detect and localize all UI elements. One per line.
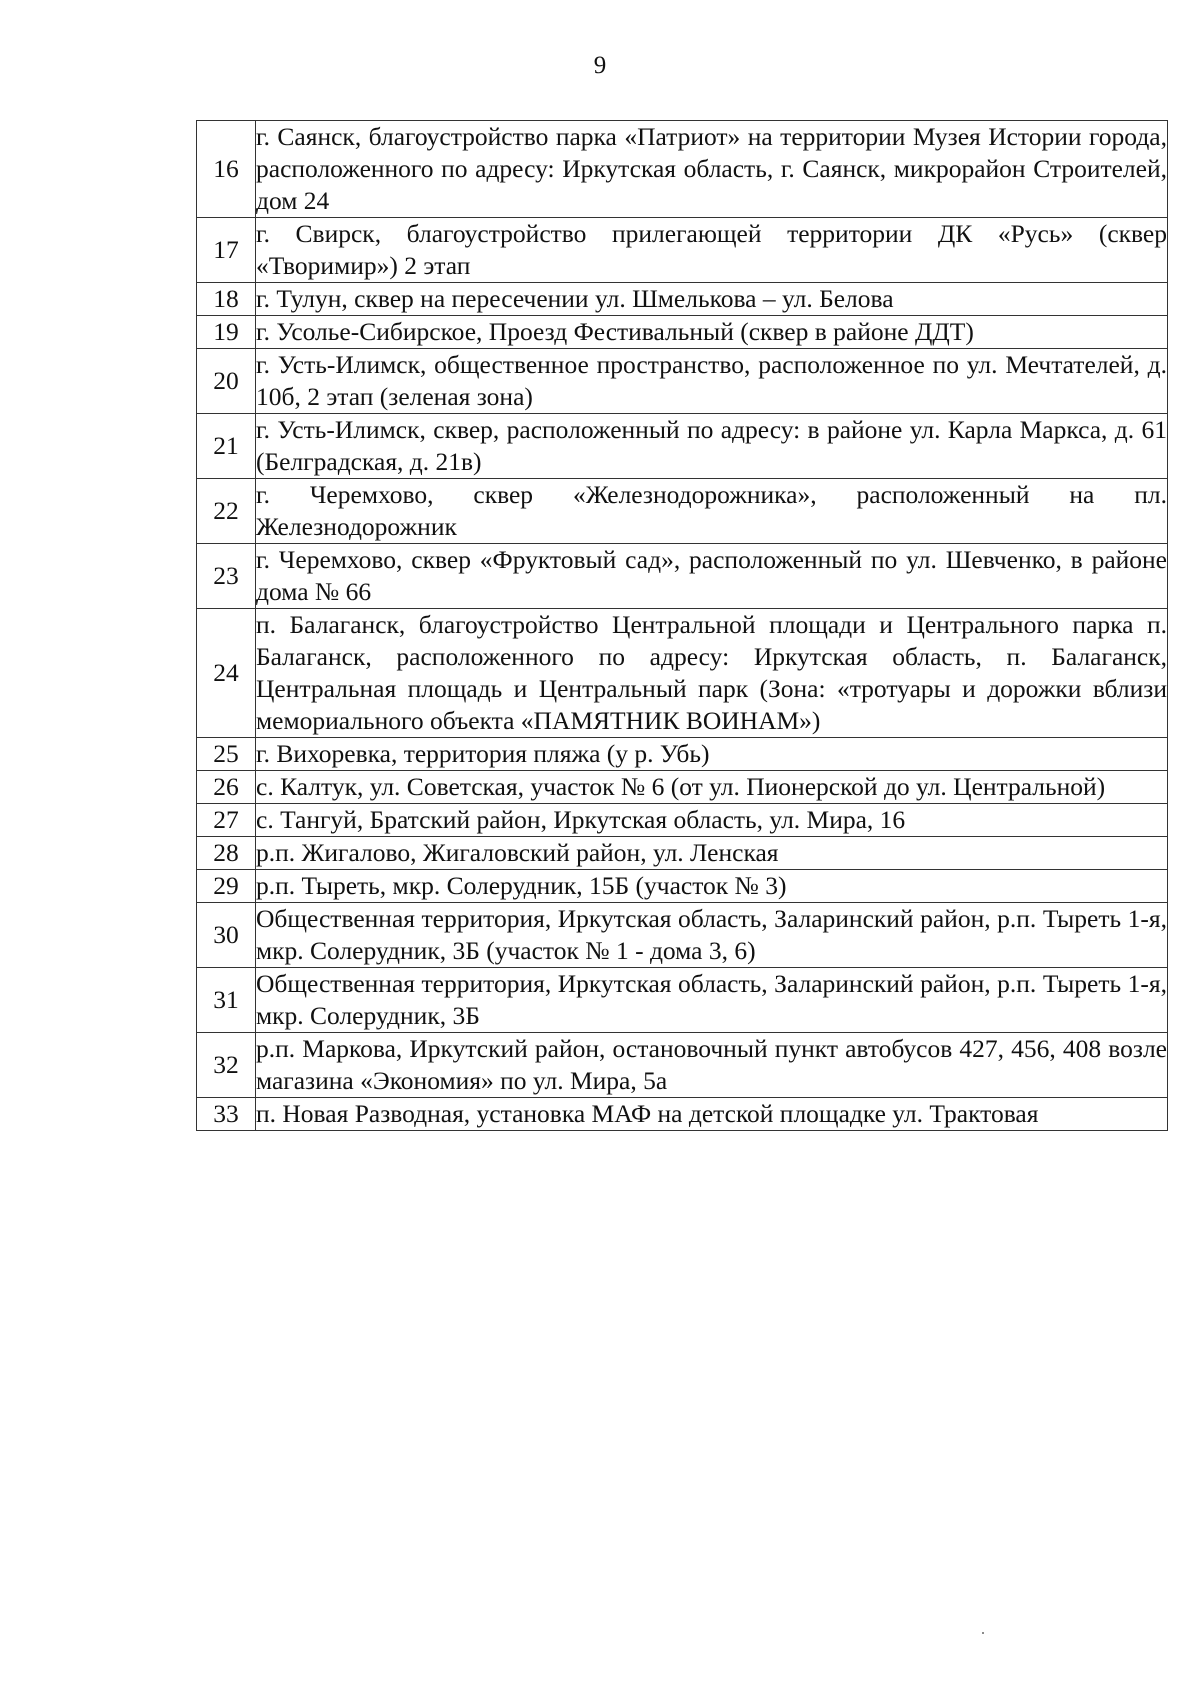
table-row: [197, 218, 1168, 283]
row-number: 33: [197, 1098, 256, 1131]
table-row: [197, 771, 1168, 804]
table-row: [197, 316, 1168, 349]
row-description: г. Усть-Илимск, сквер, расположенный по адресу: в районе ул. Карла Маркса, д. 61 (Белградская, д. 21в): [256, 414, 1168, 479]
table-row: [197, 479, 1168, 544]
territory-list-table: [196, 120, 1168, 1131]
row-description: п. Новая Разводная, установка МАФ на детской площадке ул. Трактовая: [256, 1098, 1168, 1131]
row-description: г. Черемхово, сквер «Фруктовый сад», расположенный по ул. Шевченко, в районе дома № 66: [256, 544, 1168, 609]
table-row: [197, 903, 1168, 968]
table-row: [197, 1098, 1168, 1131]
table-row: [197, 1033, 1168, 1098]
territory-list-body: [197, 121, 1168, 1131]
row-number: 24: [197, 609, 256, 738]
row-number: 31: [197, 968, 256, 1033]
row-number: 29: [197, 870, 256, 903]
table-row: [197, 414, 1168, 479]
row-number: 16: [197, 121, 256, 218]
scan-speck: [982, 1632, 984, 1634]
row-description: г. Усть-Илимск, общественное пространство, расположенное по ул. Мечтателей, д. 10б, 2 этап (зеленая зона): [256, 349, 1168, 414]
row-number: 27: [197, 804, 256, 837]
page-number: 9: [593, 52, 607, 79]
row-number: 21: [197, 414, 256, 479]
table-row: [197, 349, 1168, 414]
row-number: 23: [197, 544, 256, 609]
row-description: Общественная территория, Иркутская область, Заларинский район, р.п. Тыреть 1-я, мкр. Солерудник, 3Б (участок № 1 - дома 3, 6): [256, 903, 1168, 968]
row-description: р.п. Жигалово, Жигаловский район, ул. Ленская: [256, 837, 1168, 870]
table-row: [197, 544, 1168, 609]
row-number: 19: [197, 316, 256, 349]
row-description: р.п. Тыреть, мкр. Солерудник, 15Б (участок № 3): [256, 870, 1168, 903]
row-number: 18: [197, 283, 256, 316]
table-row: [197, 738, 1168, 771]
table-row: [197, 968, 1168, 1033]
row-description: п. Балаганск, благоустройство Центральной площади и Центрального парка п. Балаганск, расположенного по адресу: Иркутская область, п. Балаганск, Центральная площадь и Центральный парк (Зона: «тротуары и дорожки вблизи мемориального объекта «ПАМЯТНИК ВОИНАМ»): [256, 609, 1168, 738]
table-row: [197, 283, 1168, 316]
row-description: с. Калтук, ул. Советская, участок № 6 (от ул. Пионерской до ул. Центральной): [256, 771, 1168, 804]
row-description: г. Тулун, сквер на пересечении ул. Шмелькова – ул. Белова: [256, 283, 1168, 316]
row-description: г. Черемхово, сквер «Железнодорожника», расположенный на пл. Железнодорожник: [256, 479, 1168, 544]
row-number: 20: [197, 349, 256, 414]
row-number: 30: [197, 903, 256, 968]
row-description: г. Вихоревка, территория пляжа (у р. Убь): [256, 738, 1168, 771]
table-row: [197, 804, 1168, 837]
row-description: г. Свирск, благоустройство прилегающей территории ДК «Русь» (сквер «Творимир») 2 этап: [256, 218, 1168, 283]
table-row: [197, 121, 1168, 218]
row-number: 22: [197, 479, 256, 544]
table-row: [197, 609, 1168, 738]
row-number: 17: [197, 218, 256, 283]
row-description: Общественная территория, Иркутская область, Заларинский район, р.п. Тыреть 1-я, мкр. Солерудник, 3Б: [256, 968, 1168, 1033]
row-description: р.п. Маркова, Иркутский район, остановочный пункт автобусов 427, 456, 408 возле магазина «Экономия» по ул. Мира, 5а: [256, 1033, 1168, 1098]
row-number: 26: [197, 771, 256, 804]
table-row: [197, 870, 1168, 903]
row-number: 25: [197, 738, 256, 771]
table-row: [197, 837, 1168, 870]
row-description: г. Саянск, благоустройство парка «Патриот» на территории Музея Истории города, расположенного по адресу: Иркутская область, г. Саянск, микрорайон Строителей, дом 24: [256, 121, 1168, 218]
row-number: 28: [197, 837, 256, 870]
row-number: 32: [197, 1033, 256, 1098]
row-description: с. Тангуй, Братский район, Иркутская область, ул. Мира, 16: [256, 804, 1168, 837]
row-description: г. Усолье-Сибирское, Проезд Фестивальный (сквер в районе ДДТ): [256, 316, 1168, 349]
